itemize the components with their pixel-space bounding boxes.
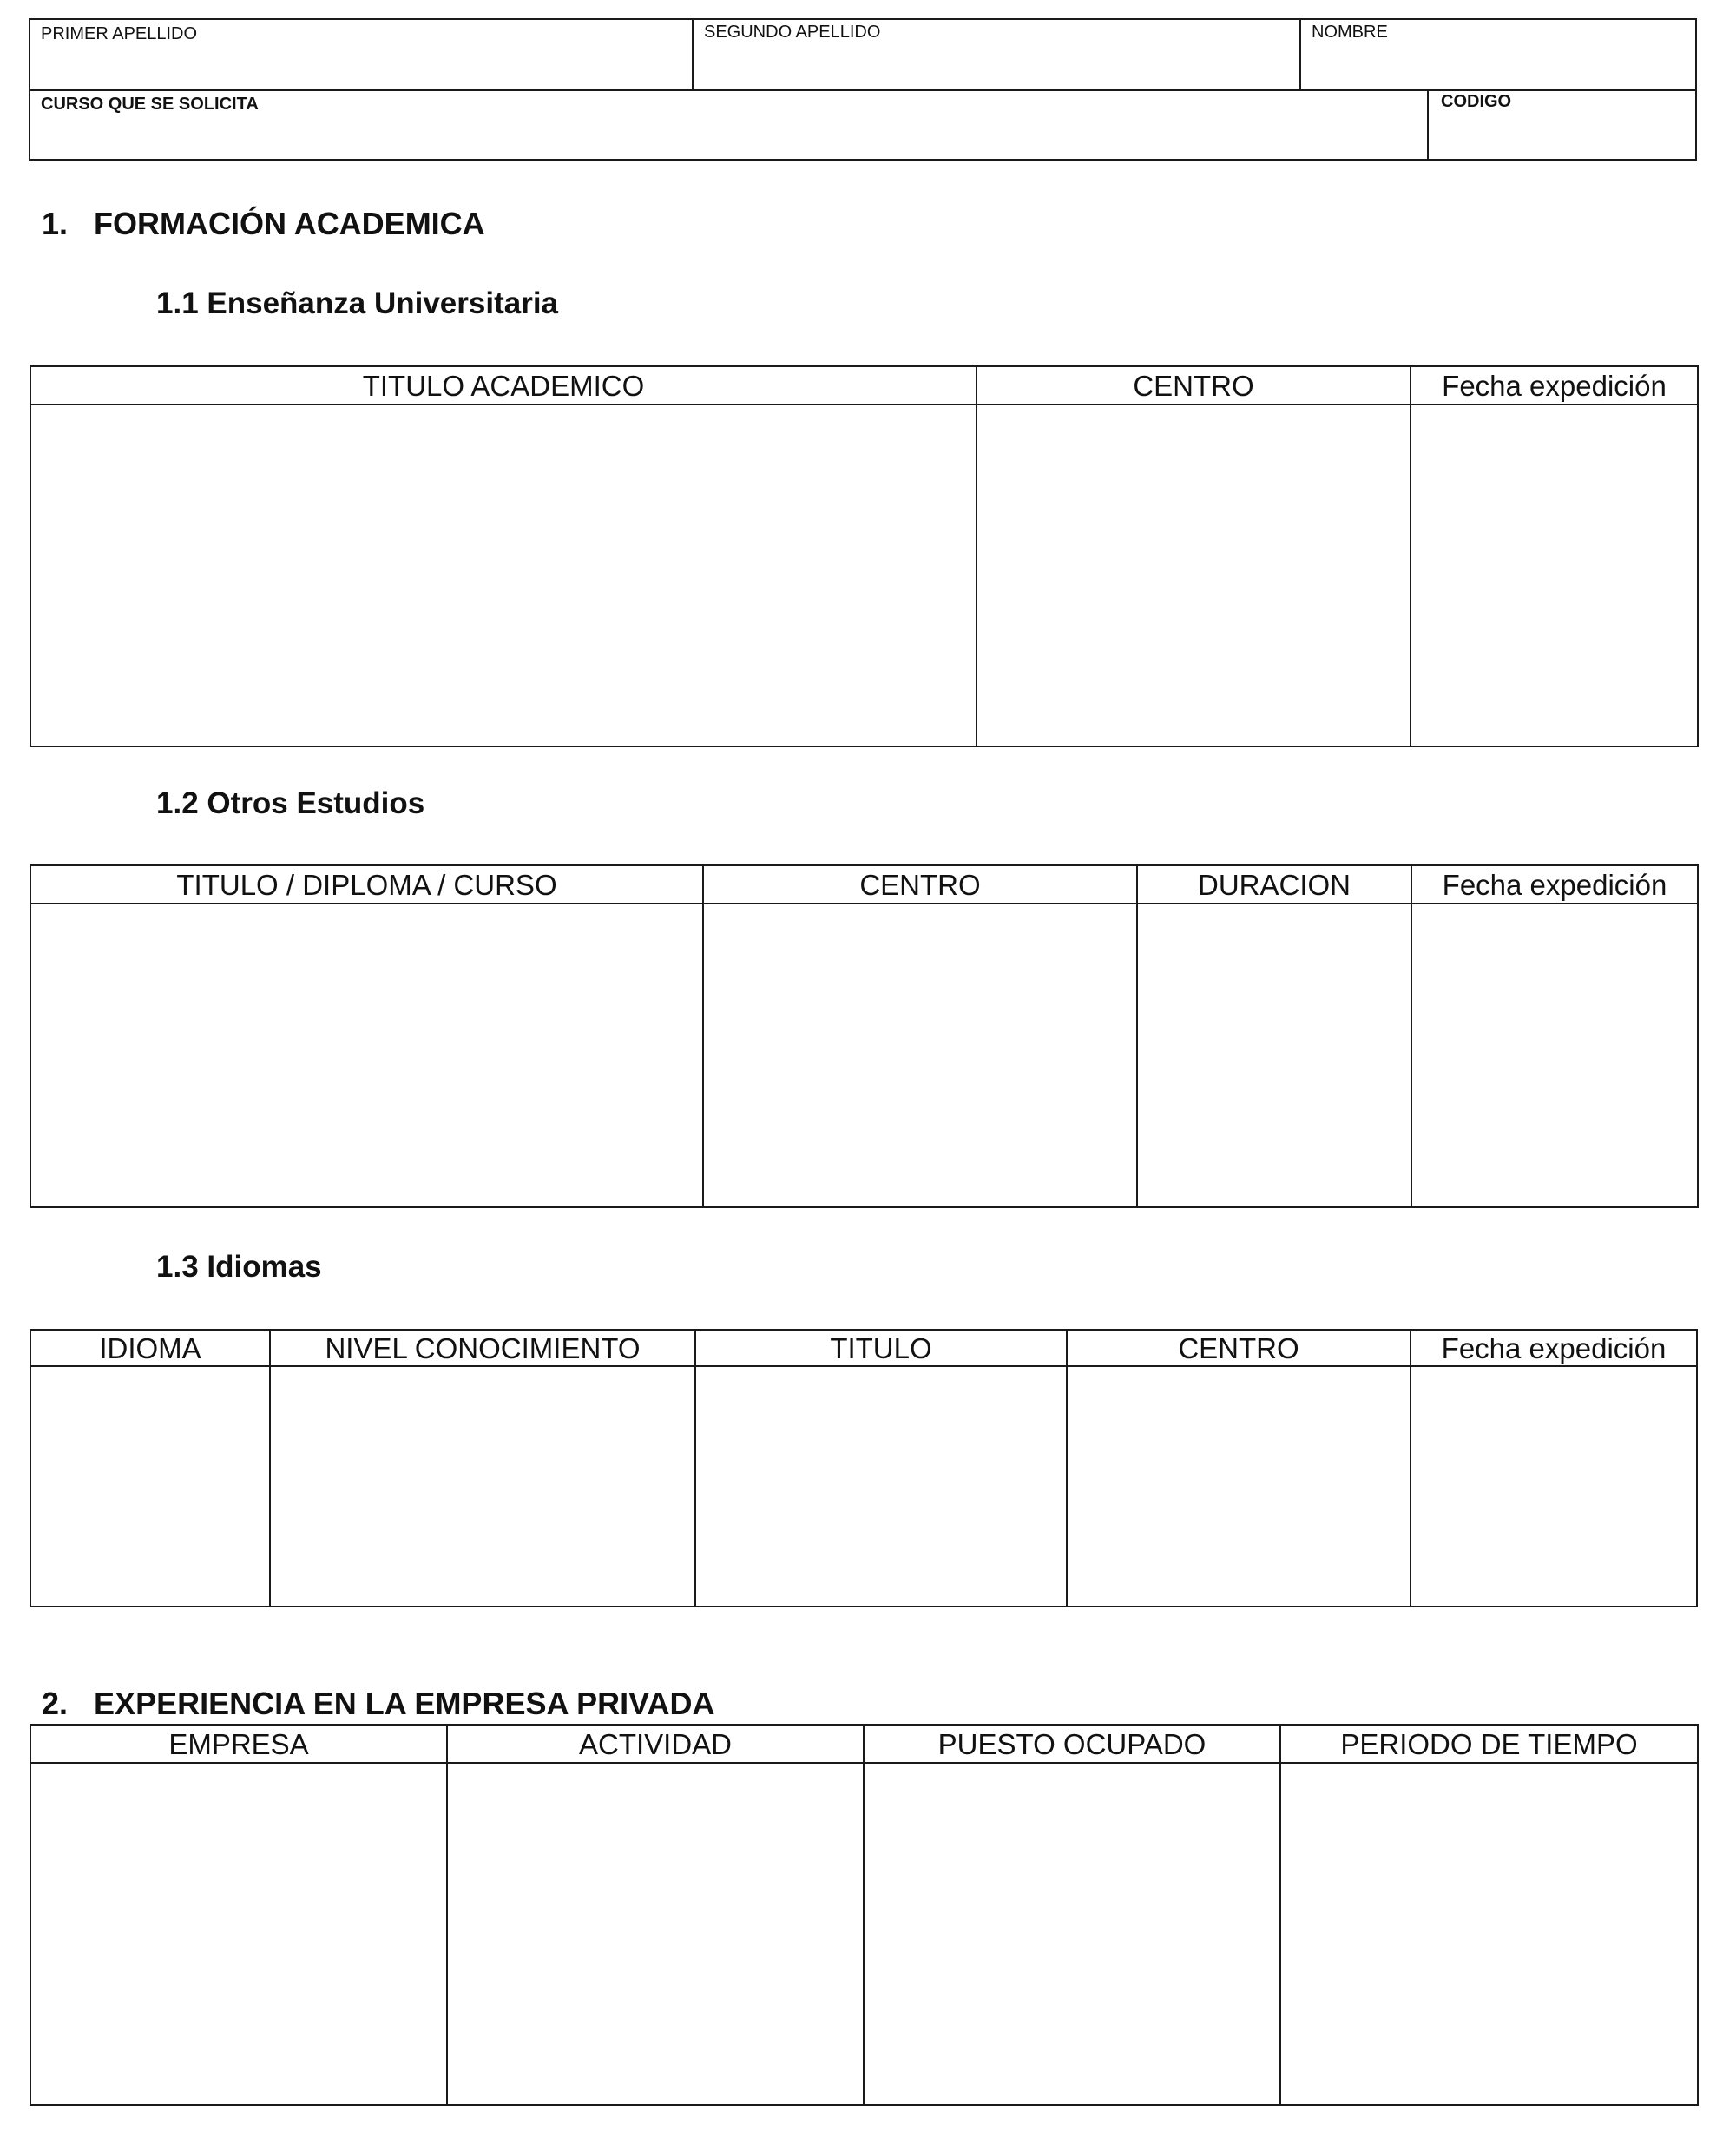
- column-header: TITULO: [695, 1330, 1067, 1366]
- nivel-conocimiento-cell[interactable]: [270, 1366, 695, 1607]
- subsection-1-1-title: Enseñanza Universitaria: [207, 286, 559, 320]
- codigo-label: CODIGO: [1441, 92, 1512, 111]
- primer-apellido-label: PRIMER APELLIDO: [41, 24, 198, 43]
- column-header: Fecha expedición: [1411, 865, 1698, 904]
- periodo-de-tiempo-cell[interactable]: [1280, 1763, 1698, 2105]
- subsection-1-3-title: Idiomas: [207, 1250, 322, 1284]
- titulo-cell[interactable]: [695, 1366, 1067, 1607]
- section-1-heading: [42, 208, 485, 240]
- column-header: PUESTO OCUPADO: [864, 1725, 1280, 1763]
- languages-table: [30, 1329, 1698, 1607]
- column-header: EMPRESA: [30, 1725, 447, 1763]
- column-header: PERIODO DE TIEMPO: [1280, 1725, 1698, 1763]
- subsection-1-3-heading: [156, 1252, 322, 1282]
- nombre-label: NOMBRE: [1312, 23, 1388, 42]
- section-1-title: FORMACIÓN ACADEMICA: [94, 206, 485, 241]
- section-2-number: 2.: [42, 1686, 69, 1721]
- fecha-expedicion-cell[interactable]: [1411, 904, 1698, 1207]
- subsection-1-2-number: 1.2: [156, 786, 199, 820]
- applicant-header-box: [29, 18, 1697, 161]
- centro-cell[interactable]: [976, 404, 1410, 746]
- codigo-field[interactable]: [1429, 91, 1697, 161]
- titulo-academico-cell[interactable]: [30, 404, 976, 746]
- column-header: Fecha expedición: [1410, 1330, 1697, 1366]
- actividad-cell[interactable]: [447, 1763, 864, 2105]
- section-1-number: 1.: [42, 206, 69, 241]
- subsection-1-1-number: 1.1: [156, 286, 199, 320]
- university-education-table: [30, 365, 1699, 747]
- fecha-expedicion-cell[interactable]: [1410, 404, 1698, 746]
- section-2-heading: [42, 1688, 714, 1719]
- primer-apellido-field[interactable]: [30, 20, 692, 89]
- subsection-1-2-heading: [156, 788, 424, 818]
- column-header: DURACION: [1137, 865, 1411, 904]
- idioma-cell[interactable]: [30, 1366, 270, 1607]
- subsection-1-3-number: 1.3: [156, 1250, 199, 1284]
- column-header: IDIOMA: [30, 1330, 270, 1366]
- other-studies-table: [30, 864, 1699, 1208]
- segundo-apellido-field[interactable]: [694, 20, 1299, 89]
- empresa-cell[interactable]: [30, 1763, 447, 2105]
- column-header: TITULO / DIPLOMA / CURSO: [30, 865, 703, 904]
- column-header: CENTRO: [703, 865, 1137, 904]
- segundo-apellido-label: SEGUNDO APELLIDO: [704, 23, 881, 42]
- private-sector-experience-table: [30, 1724, 1699, 2106]
- column-header: ACTIVIDAD: [447, 1725, 864, 1763]
- column-header: TITULO ACADEMICO: [30, 366, 976, 404]
- titulo-diploma-curso-cell[interactable]: [30, 904, 703, 1207]
- subsection-1-2-title: Otros Estudios: [207, 786, 425, 820]
- curso-field[interactable]: [30, 91, 1427, 161]
- column-header: CENTRO: [976, 366, 1410, 404]
- puesto-ocupado-cell[interactable]: [864, 1763, 1280, 2105]
- nombre-field[interactable]: [1301, 20, 1697, 89]
- section-2-title: EXPERIENCIA EN LA EMPRESA PRIVADA: [94, 1686, 715, 1721]
- subsection-1-1-heading: [156, 288, 558, 319]
- column-header: Fecha expedición: [1410, 366, 1698, 404]
- duracion-cell[interactable]: [1137, 904, 1411, 1207]
- curso-label: CURSO QUE SE SOLICITA: [41, 95, 259, 114]
- column-header: NIVEL CONOCIMIENTO: [270, 1330, 695, 1366]
- centro-cell[interactable]: [1067, 1366, 1410, 1607]
- fecha-expedicion-cell[interactable]: [1410, 1366, 1697, 1607]
- centro-cell[interactable]: [703, 904, 1137, 1207]
- column-header: CENTRO: [1067, 1330, 1410, 1366]
